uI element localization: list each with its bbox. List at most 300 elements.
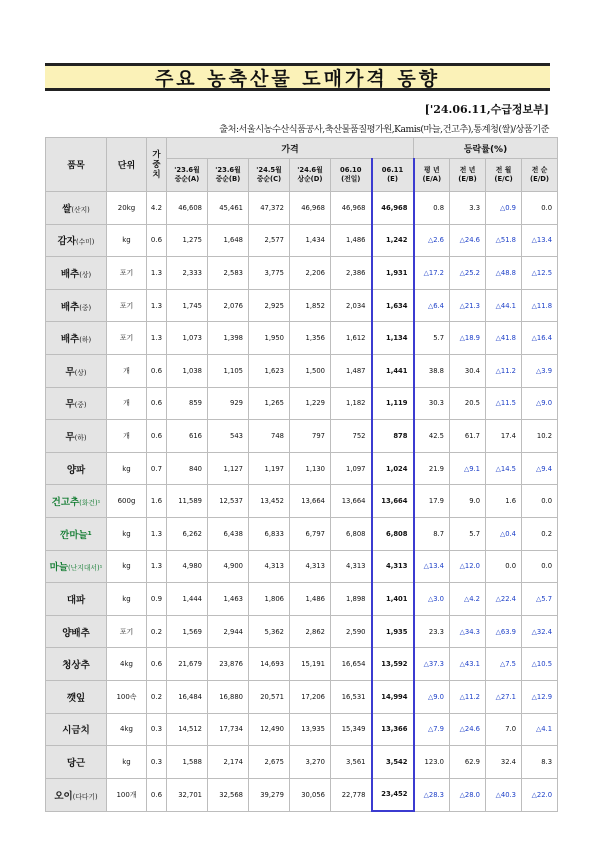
price-cell-c: 47,372 [249, 192, 290, 225]
item-unit: kg [107, 452, 147, 485]
table-row [46, 648, 558, 681]
rate-cell-r4: 0.0 [522, 550, 558, 583]
rate-cell-r2: △12.0 [450, 550, 486, 583]
price-cell-c: 20,571 [249, 680, 290, 713]
rate-cell-r4: △9.0 [522, 387, 558, 420]
subheader-top: 06.11 [381, 166, 404, 174]
price-cell-d: 1,500 [290, 354, 331, 387]
table-row [46, 387, 558, 420]
price-cell-a: 1,588 [167, 746, 208, 779]
rate-cell-r3: △0.9 [486, 192, 522, 225]
price-cell-b: 929 [208, 387, 249, 420]
price-cell-d: 17,206 [290, 680, 331, 713]
rate-cell-r4: △3.9 [522, 354, 558, 387]
rate-cell-r1: 0.8 [414, 192, 450, 225]
table-row [46, 420, 558, 453]
price-cell-b: 16,880 [208, 680, 249, 713]
rate-cell-r4: △16.4 [522, 322, 558, 355]
price-cell-prev: 1,898 [331, 583, 372, 616]
rate-cell-r3: △41.8 [486, 322, 522, 355]
price-cell-b: 23,876 [208, 648, 249, 681]
rate-cell-r2: △18.9 [450, 322, 486, 355]
table-row [46, 615, 558, 648]
item-name-main: 배추 [60, 301, 80, 313]
price-cell-a: 46,608 [167, 192, 208, 225]
rate-cell-r3: △0.4 [486, 517, 522, 550]
item-name-main: 당근 [66, 757, 86, 769]
price-cell-prev: 2,034 [331, 289, 372, 322]
table-row [46, 224, 558, 257]
price-cell-b: 1,127 [208, 452, 249, 485]
rate-cell-r2: △43.1 [450, 648, 486, 681]
price-cell-prev: 22,778 [331, 778, 372, 811]
price-cell-e: 13,664 [372, 485, 414, 518]
subheader-9 [522, 159, 558, 192]
price-cell-c: 4,313 [249, 550, 290, 583]
price-cell-a: 4,980 [167, 550, 208, 583]
rate-cell-r4: △4.1 [522, 713, 558, 746]
item-name-sub: (다다기) [72, 792, 98, 801]
price-cell-a: 840 [167, 452, 208, 485]
item-name-main: 오이 [54, 790, 73, 802]
price-cell-e: 13,366 [372, 713, 414, 746]
rate-cell-r1: △3.0 [414, 583, 450, 616]
price-cell-c: 14,693 [249, 648, 290, 681]
item-name-sub: (산지) [71, 205, 90, 214]
subheader-7 [450, 159, 486, 192]
item-name [46, 680, 107, 713]
item-name [46, 648, 107, 681]
item-weight: 0.3 [147, 746, 167, 779]
rate-cell-r4: △10.5 [522, 648, 558, 681]
price-cell-b: 543 [208, 420, 249, 453]
subheader-0 [167, 159, 208, 192]
item-unit: 포기 [107, 257, 147, 290]
subheader-bottom: 중순(A) [174, 175, 200, 183]
item-name-sub: (상) [74, 368, 87, 377]
subheader-3 [290, 159, 331, 192]
table-row [46, 713, 558, 746]
table-row [46, 257, 558, 290]
rate-cell-r1: △17.2 [414, 257, 450, 290]
rate-cell-r1: △13.4 [414, 550, 450, 583]
price-cell-a: 21,679 [167, 648, 208, 681]
item-name [46, 420, 107, 453]
header-item: 품목 [46, 138, 107, 192]
rate-cell-r3: △11.2 [486, 354, 522, 387]
price-cell-prev: 13,664 [331, 485, 372, 518]
item-name-main: 시금치 [62, 725, 90, 737]
rate-cell-r2: △11.2 [450, 680, 486, 713]
item-weight: 1.3 [147, 550, 167, 583]
item-name [46, 550, 107, 583]
rate-cell-r1: 21.9 [414, 452, 450, 485]
item-name-sub: (화건)¹ [79, 499, 101, 508]
rate-cell-r1: 30.3 [414, 387, 450, 420]
price-cell-a: 14,512 [167, 713, 208, 746]
price-cell-c: 1,623 [249, 354, 290, 387]
rate-cell-r1: 8.7 [414, 517, 450, 550]
rate-cell-r4: △22.0 [522, 778, 558, 811]
price-cell-a: 2,333 [167, 257, 208, 290]
rate-cell-r4: 0.2 [522, 517, 558, 550]
price-cell-d: 797 [290, 420, 331, 453]
subheader-bottom: (E/A) [422, 175, 442, 183]
price-cell-d: 13,935 [290, 713, 331, 746]
price-cell-a: 616 [167, 420, 208, 453]
rate-cell-r3: △63.9 [486, 615, 522, 648]
price-cell-c: 5,362 [249, 615, 290, 648]
price-cell-d: 1,229 [290, 387, 331, 420]
price-cell-e: 4,313 [372, 550, 414, 583]
subheader-top: 전 월 [495, 166, 512, 174]
price-cell-e: 878 [372, 420, 414, 453]
item-name [46, 615, 107, 648]
rate-cell-r3: △40.3 [486, 778, 522, 811]
item-name-main: 깐마늘¹ [60, 529, 92, 541]
table-row [46, 778, 558, 811]
item-name-main: 대파 [66, 594, 86, 606]
item-name-main: 무 [65, 399, 75, 411]
item-name [46, 778, 107, 811]
subheader-top: '24.6월 [297, 166, 323, 174]
price-cell-prev: 46,968 [331, 192, 372, 225]
item-weight: 0.6 [147, 387, 167, 420]
price-cell-e: 6,808 [372, 517, 414, 550]
subheader-top: '23.6월 [174, 166, 200, 174]
subheader-top: 06.10 [340, 166, 362, 174]
price-cell-d: 30,056 [290, 778, 331, 811]
rate-cell-r1: 17.9 [414, 485, 450, 518]
price-cell-d: 13,664 [290, 485, 331, 518]
item-name-main: 무 [65, 366, 75, 378]
rate-cell-r3: 7.0 [486, 713, 522, 746]
table-row [46, 517, 558, 550]
subheader-bottom: 상순(D) [297, 175, 323, 183]
price-cell-prev: 1,486 [331, 224, 372, 257]
subheader-bottom: (전일) [341, 175, 361, 183]
item-weight: 0.9 [147, 583, 167, 616]
item-weight: 0.6 [147, 224, 167, 257]
rate-cell-r2: 62.9 [450, 746, 486, 779]
rate-cell-r4: 0.0 [522, 485, 558, 518]
price-cell-b: 1,398 [208, 322, 249, 355]
item-name-main: 양배추 [62, 627, 90, 639]
price-cell-e: 14,994 [372, 680, 414, 713]
item-weight: 0.6 [147, 648, 167, 681]
rate-cell-r3: △51.8 [486, 224, 522, 257]
price-cell-d: 1,130 [290, 452, 331, 485]
item-name [46, 517, 107, 550]
price-cell-c: 1,950 [249, 322, 290, 355]
price-cell-a: 859 [167, 387, 208, 420]
item-name-main: 깻잎 [66, 692, 86, 704]
price-cell-e: 1,134 [372, 322, 414, 355]
item-unit: 20kg [107, 192, 147, 225]
subheader-top: 전 년 [459, 166, 476, 174]
item-name [46, 192, 107, 225]
item-weight: 1.6 [147, 485, 167, 518]
item-unit: 포기 [107, 615, 147, 648]
price-cell-e: 1,024 [372, 452, 414, 485]
price-cell-a: 1,569 [167, 615, 208, 648]
rate-cell-r1: 42.5 [414, 420, 450, 453]
price-cell-a: 32,701 [167, 778, 208, 811]
rate-cell-r1: 5.7 [414, 322, 450, 355]
price-cell-c: 12,490 [249, 713, 290, 746]
price-cell-c: 748 [249, 420, 290, 453]
subheader-4 [331, 159, 372, 192]
rate-cell-r4: △12.9 [522, 680, 558, 713]
price-cell-b: 1,105 [208, 354, 249, 387]
table-row [46, 322, 558, 355]
price-cell-b: 2,583 [208, 257, 249, 290]
rate-cell-r1: 123.0 [414, 746, 450, 779]
rate-cell-r2: 5.7 [450, 517, 486, 550]
item-name-sub: (수미) [75, 238, 95, 247]
subheader-top: '23.6월 [215, 166, 241, 174]
item-weight: 0.2 [147, 680, 167, 713]
subheader-6 [414, 159, 450, 192]
rate-cell-r1: △37.3 [414, 648, 450, 681]
rate-cell-r1: △9.0 [414, 680, 450, 713]
item-weight: 0.6 [147, 778, 167, 811]
price-cell-d: 6,797 [290, 517, 331, 550]
price-cell-b: 6,438 [208, 517, 249, 550]
price-cell-c: 3,775 [249, 257, 290, 290]
price-cell-d: 4,313 [290, 550, 331, 583]
rate-cell-r3: 32.4 [486, 746, 522, 779]
price-cell-d: 1,486 [290, 583, 331, 616]
date-line: ['24.06.11,수급정보부] [424, 103, 549, 116]
subheader-bottom: (E/D) [530, 175, 550, 183]
rate-cell-r2: △9.1 [450, 452, 486, 485]
item-unit: kg [107, 224, 147, 257]
price-cell-e: 46,968 [372, 192, 414, 225]
item-name [46, 583, 107, 616]
rate-cell-r2: △34.3 [450, 615, 486, 648]
item-unit: kg [107, 583, 147, 616]
rate-cell-r3: △48.8 [486, 257, 522, 290]
item-name-sub: (하) [74, 433, 87, 442]
item-weight: 4.2 [147, 192, 167, 225]
rate-cell-r2: △28.0 [450, 778, 486, 811]
rate-cell-r4: △9.4 [522, 452, 558, 485]
item-unit: 4kg [107, 648, 147, 681]
price-cell-prev: 16,531 [331, 680, 372, 713]
price-cell-c: 1,197 [249, 452, 290, 485]
price-cell-e: 1,401 [372, 583, 414, 616]
price-cell-e: 1,119 [372, 387, 414, 420]
price-cell-prev: 1,097 [331, 452, 372, 485]
price-cell-b: 2,944 [208, 615, 249, 648]
item-name [46, 289, 107, 322]
price-cell-c: 2,675 [249, 746, 290, 779]
item-weight: 0.6 [147, 354, 167, 387]
item-name-main: 청상추 [62, 660, 90, 672]
price-cell-e: 1,242 [372, 224, 414, 257]
rate-cell-r3: △7.5 [486, 648, 522, 681]
price-cell-a: 6,262 [167, 517, 208, 550]
price-cell-e: 1,441 [372, 354, 414, 387]
item-weight: 1.3 [147, 322, 167, 355]
item-name [46, 452, 107, 485]
subheader-bottom: 중순(C) [256, 175, 282, 183]
price-cell-c: 39,279 [249, 778, 290, 811]
item-weight: 0.7 [147, 452, 167, 485]
table-row [46, 452, 558, 485]
item-weight: 1.3 [147, 257, 167, 290]
price-cell-prev: 6,808 [331, 517, 372, 550]
price-cell-d: 1,852 [290, 289, 331, 322]
subheader-1 [208, 159, 249, 192]
rate-cell-r1: 38.8 [414, 354, 450, 387]
rate-cell-r2: 9.0 [450, 485, 486, 518]
table-row [46, 583, 558, 616]
price-cell-a: 1,444 [167, 583, 208, 616]
rate-cell-r2: △4.2 [450, 583, 486, 616]
price-cell-c: 2,577 [249, 224, 290, 257]
subheader-2 [249, 159, 290, 192]
rate-cell-r2: 30.4 [450, 354, 486, 387]
price-cell-d: 1,356 [290, 322, 331, 355]
rate-cell-r3: 17.4 [486, 420, 522, 453]
subheader-top: 평 년 [424, 166, 440, 174]
price-cell-c: 6,833 [249, 517, 290, 550]
price-cell-b: 2,174 [208, 746, 249, 779]
subheader-bottom: (E/B) [458, 175, 477, 183]
subheader-8 [486, 159, 522, 192]
subheader-5 [372, 159, 414, 192]
item-unit: 개 [107, 354, 147, 387]
item-unit: 100속 [107, 680, 147, 713]
item-name-sub: (난지대서)¹ [68, 564, 103, 573]
subheader-bottom: (E/C) [494, 175, 513, 183]
rate-cell-r1: △7.9 [414, 713, 450, 746]
item-unit: 4kg [107, 713, 147, 746]
rate-cell-r3: △27.1 [486, 680, 522, 713]
price-cell-d: 2,206 [290, 257, 331, 290]
item-unit: 개 [107, 420, 147, 453]
subheader-bottom: (E) [387, 175, 398, 183]
price-cell-c: 1,265 [249, 387, 290, 420]
item-name [46, 224, 107, 257]
price-cell-d: 3,270 [290, 746, 331, 779]
rate-cell-r1: 23.3 [414, 615, 450, 648]
item-weight: 1.3 [147, 517, 167, 550]
price-cell-e: 1,931 [372, 257, 414, 290]
item-name-main: 마늘 [49, 562, 69, 574]
item-weight: 0.3 [147, 713, 167, 746]
source-line: 출처:서울시농수산식품공사,축산물품질평가원,Kamis(마늘,건고추),통계청(쌀)/상품기준 [219, 124, 549, 135]
item-name [46, 746, 107, 779]
subheader-bottom: 중순(B) [215, 175, 241, 183]
price-cell-b: 12,537 [208, 485, 249, 518]
price-cell-b: 1,648 [208, 224, 249, 257]
item-name [46, 387, 107, 420]
item-unit: 포기 [107, 289, 147, 322]
table-row [46, 192, 558, 225]
price-cell-b: 2,076 [208, 289, 249, 322]
item-unit: 600g [107, 485, 147, 518]
item-name [46, 257, 107, 290]
item-name-sub: (상) [79, 270, 92, 279]
item-weight: 0.2 [147, 615, 167, 648]
subheader-top: '24.5월 [256, 166, 282, 174]
rate-cell-r2: △21.3 [450, 289, 486, 322]
price-cell-b: 1,463 [208, 583, 249, 616]
table-row [46, 485, 558, 518]
item-name [46, 354, 107, 387]
price-cell-e: 3,542 [372, 746, 414, 779]
price-cell-prev: 16,654 [331, 648, 372, 681]
price-cell-d: 46,968 [290, 192, 331, 225]
rate-cell-r4: △32.4 [522, 615, 558, 648]
price-cell-prev: 2,590 [331, 615, 372, 648]
item-unit: 100개 [107, 778, 147, 811]
item-name-main: 무 [65, 431, 75, 443]
rate-cell-r1: △6.4 [414, 289, 450, 322]
table-row [46, 550, 558, 583]
rate-cell-r4: △5.7 [522, 583, 558, 616]
rate-cell-r4: △11.8 [522, 289, 558, 322]
item-unit: kg [107, 746, 147, 779]
item-name-main: 배추 [60, 334, 80, 346]
rate-cell-r3: △14.5 [486, 452, 522, 485]
price-table [45, 137, 558, 812]
price-cell-a: 16,484 [167, 680, 208, 713]
rate-cell-r4: 10.2 [522, 420, 558, 453]
price-cell-b: 45,461 [208, 192, 249, 225]
page-title: 주요 농축산물 도매가격 동향 [154, 67, 441, 90]
price-cell-b: 32,568 [208, 778, 249, 811]
rate-cell-r2: △24.6 [450, 224, 486, 257]
item-name [46, 713, 107, 746]
header-price: 가격 [167, 138, 414, 159]
price-cell-prev: 752 [331, 420, 372, 453]
item-name-sub: (중) [74, 401, 87, 410]
rate-cell-r4: △12.5 [522, 257, 558, 290]
table-row [46, 746, 558, 779]
price-cell-c: 13,452 [249, 485, 290, 518]
rate-cell-r2: 61.7 [450, 420, 486, 453]
table-row [46, 680, 558, 713]
price-cell-e: 1,935 [372, 615, 414, 648]
item-name-main: 건고추 [51, 497, 80, 509]
price-cell-b: 17,734 [208, 713, 249, 746]
rate-cell-r4: 8.3 [522, 746, 558, 779]
price-cell-prev: 15,349 [331, 713, 372, 746]
price-cell-prev: 3,561 [331, 746, 372, 779]
item-name-main: 양파 [66, 464, 86, 476]
item-name-sub: (하) [79, 336, 92, 345]
price-cell-c: 1,806 [249, 583, 290, 616]
item-unit: kg [107, 517, 147, 550]
subheader-top: 전 순 [531, 166, 548, 174]
price-cell-c: 2,925 [249, 289, 290, 322]
table-row [46, 289, 558, 322]
price-cell-b: 4,900 [208, 550, 249, 583]
rate-cell-r2: 20.5 [450, 387, 486, 420]
header-rate: 등락률(%) [414, 138, 558, 159]
price-cell-prev: 1,612 [331, 322, 372, 355]
price-cell-e: 1,634 [372, 289, 414, 322]
price-cell-prev: 2,386 [331, 257, 372, 290]
header-unit: 단위 [107, 138, 147, 192]
price-cell-prev: 1,487 [331, 354, 372, 387]
rate-cell-r2: 3.3 [450, 192, 486, 225]
table-row [46, 354, 558, 387]
